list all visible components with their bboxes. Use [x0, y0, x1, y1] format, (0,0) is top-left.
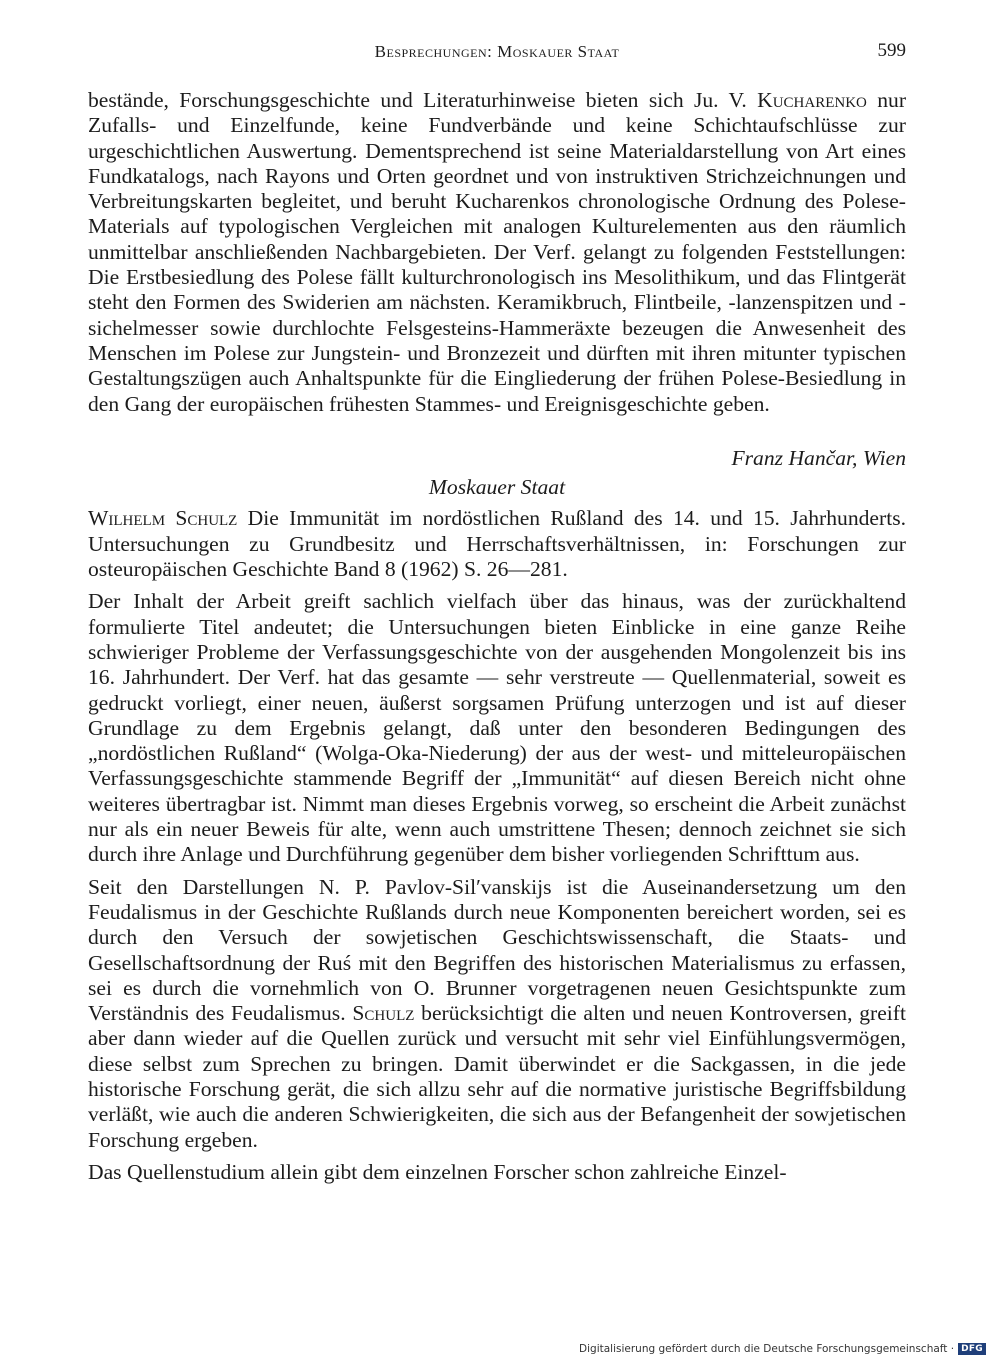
author-name-smallcaps: Kucharenko	[757, 88, 867, 112]
body-text	[88, 88, 906, 1185]
paragraph-text: nur Zufalls- und Einzelfunde, keine Fundverbände und keine Schichtaufschlüsse zur urgeschichtlichen Auswertung. Dementsprechend ist seine Materialdarstellung von Art eines Fundkatalogs, nach Rayons und Orten geordnet und von instruktiven Strichzeichnungen und Verbreitungskarten begleitet, und beruht Kucharenkos chronologische Ordnung des Polesе-Materials auf typologischen Vergleichen mit analogen Kulturelementen aus den räumlich unmittelbar anschließenden Nachbargebieten. Der Verf. gelangt zu folgenden Feststellungen: Die Erstbesiedlung des Polesе fällt kulturchronologisch ins Mesolithikum, und das Flintgerät steht den Formen des Swiderien am nächsten. Keramikbruch, Flintbeile, -lanzenspitzen und -sichelmesser sowie durchlochte Felsgesteins-Hammeräxte bezeugen die Anwesenheit des Menschen im Polesе zur Jungstein- und Bronzezeit und dürften mit ihren mitunter typischen Gestaltungszügen auch Anhaltspunkte für die Eingliederung der frühen Polesе-Besiedlung in den Gang der europäischen frühesten Stammes- und Ereignisgeschichte geben.	[88, 88, 907, 416]
paragraph-text: berücksichtigt die alten und neuen Kontroversen, greift aber dann wieder auf die Quellen zurück und versucht mit sehr viel Einfühlungsvermögen, diese selbst zum Sprechen zu bringen. Damit überwindet er die Sackgassen, in die jede historische Forschung gerät, die sich allzu sehr auf die normative juristische Begriffsbildung verläßt, wie auch die anderen Schwierigkeiten, die sich aus der Befangenheit der sowjetischen Forschung ergeben.	[88, 1001, 906, 1152]
reviewer-signature: Franz Hančar, Wien	[731, 446, 906, 471]
running-head	[88, 40, 906, 70]
running-title: Besprechungen: Moskauer Staat	[374, 42, 620, 61]
dfg-logo: DFG	[958, 1343, 986, 1355]
footer-credit: Digitalisierung gefördert durch die Deutsche Forschungsgemeinschaft ·	[579, 1343, 955, 1355]
bibliographic-entry	[88, 506, 906, 582]
paragraph-review-end	[88, 88, 906, 417]
digitization-footer	[579, 1343, 986, 1355]
paragraph-text: Seit den Darstellungen N. P. Pavlov-Silʹvanskijs ist die Auseinandersetzung um den Feudalismus in der Geschichte Rußlands durch neue Komponenten bereichert worden, sei es durch den Versuch der sowjetischen Geschichtswissenschaft, die Staats- und Gesellschaftsordnung der Ruś mit den Begriffen des historischen Materialismus zu erfassen, sei es durch die vornehmlich von O. Brunner vorgetragenen neuen Gesichtspunkte zum Verständnis des Feudalismus.	[88, 874, 906, 1026]
author-name-smallcaps: Schulz	[352, 1001, 415, 1026]
page-number: 599	[877, 40, 906, 61]
bib-title: Die Immunität im nordöstlichen Rußland des 14. und 15. Jahrhunderts. Untersuchungen zu Grundbesitz und Herrschaftsverhältnissen, in: Forschungen zur osteuropäischen Geschichte Band 8 (1962) S. 26—281.	[88, 506, 907, 582]
paragraph-content-summary: Der Inhalt der Arbeit greift sachlich vielfach über das hinaus, was der zurückhaltend formulierte Titel andeutet; die Untersuchungen bieten Einblicke in eine ganze Reihe schwieriger Probleme der Verfassungsgeschichte von der ausgehenden Mongolenzeit bis ins 16. Jahrhundert. Der Verf. hat das gesamte — sehr verstreute — Quellenmaterial, soweit es gedruckt vorliegt, einer neuen, äußerst sorgsamen Prüfung unterzogen und ist auf dieser Grundlage zu dem Ergebnis gelangt, daß unter den besonderen Bedingungen des „nordöstlichen Rußland“ (Wolga-Oka-Niederung) der aus der west- und mitteleuropäischen Verfassungsgeschichte stammende Begriff der „Immunität“ auf diesen Bereich nicht ohne weiteres übertragbar ist. Nimmt man dieses Ergebnis vorweg, so erscheint die Arbeit zunächst nur als ein neuer Beweis für alte, wenn auch umstrittene Thesen; dennoch zeichnet sie sich durch ihre Anlage und Durchführung gegenüber dem bisher vorliegenden Schrifttum aus.	[88, 589, 906, 867]
section-heading: Moskauer Staat	[428, 475, 566, 500]
bib-author: Wilhelm Schulz	[88, 506, 238, 531]
paragraph-sources: Das Quellenstudium allein gibt dem einzelnen Forscher schon zahlreiche Einzel-	[88, 1159, 787, 1184]
paragraph-historiography	[88, 875, 906, 1153]
paragraph-text: bestände, Forschungsgeschichte und Literaturhinweise bieten sich Ju. V.	[88, 88, 747, 112]
signature-row	[88, 417, 906, 442]
